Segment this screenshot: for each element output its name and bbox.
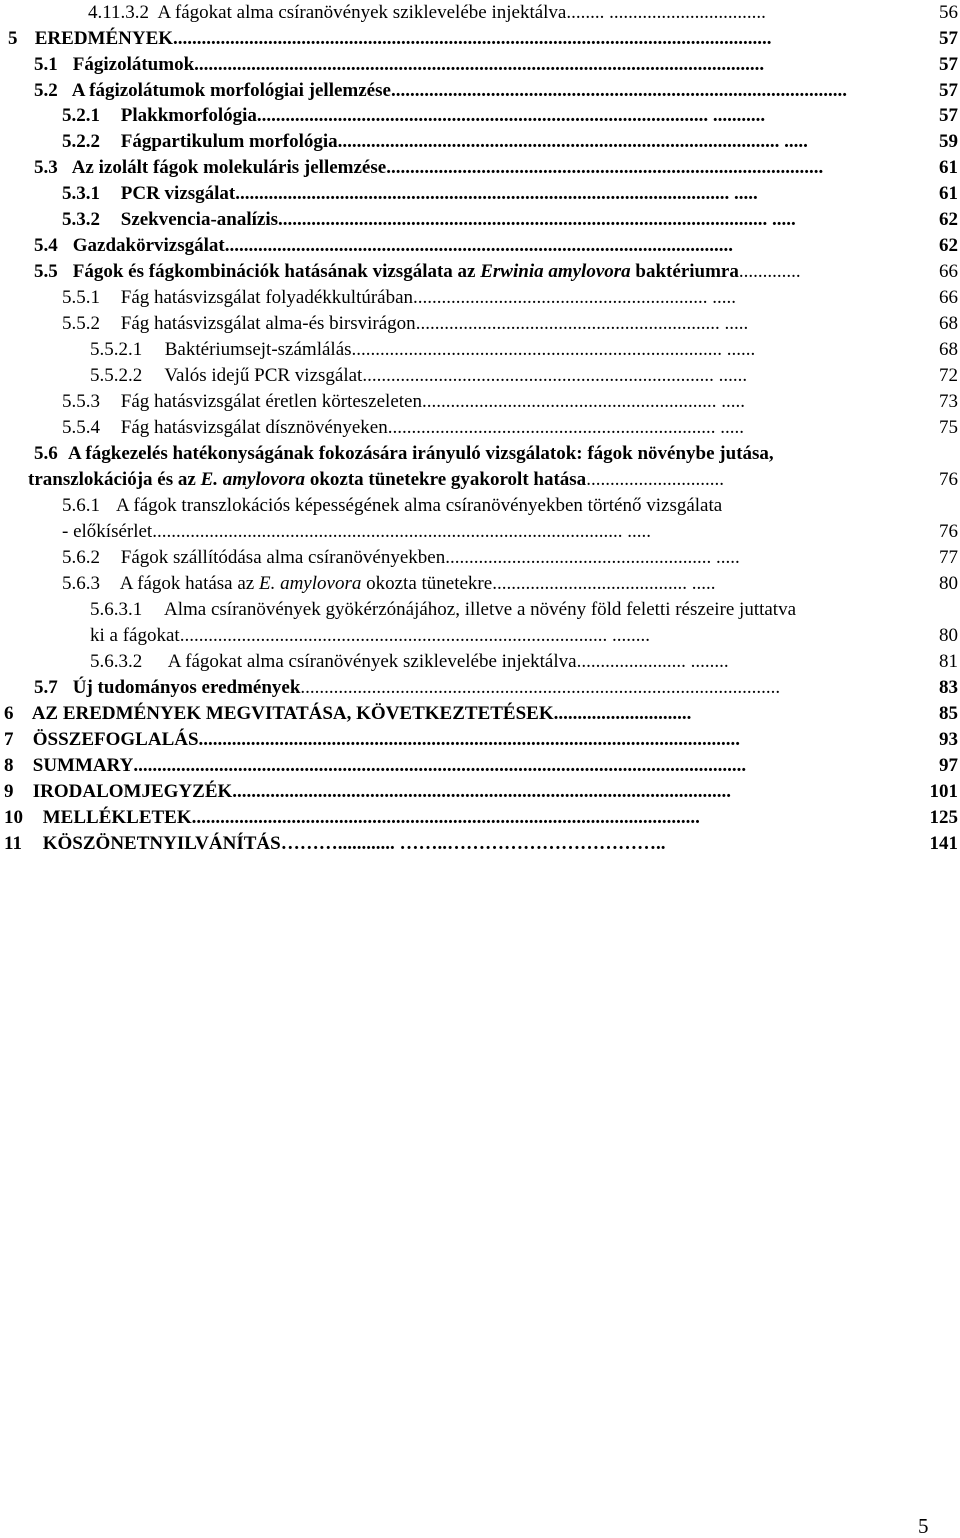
toc-page-number: 66 xyxy=(939,287,958,308)
toc-leader-dots: ......................................... ..... xyxy=(492,573,716,594)
toc-page-number: 141 xyxy=(929,833,958,854)
toc-entry[interactable] xyxy=(62,286,958,310)
toc-page-number: 76 xyxy=(939,521,958,542)
toc-entry-number: 5.4 xyxy=(34,235,58,256)
toc-entry-text xyxy=(62,572,492,596)
toc-entry-number: 5.6.2 xyxy=(62,547,100,568)
toc-page-number: 56 xyxy=(939,2,958,23)
toc-leader-dots: ............................. xyxy=(586,469,724,490)
toc-entry-title: PCR vizsgálat xyxy=(120,183,236,204)
toc-entry[interactable] xyxy=(34,53,958,77)
toc-entry[interactable] xyxy=(34,260,958,284)
toc-entry-line1[interactable] xyxy=(90,598,796,622)
toc-entry[interactable] xyxy=(4,832,958,856)
toc-entry-text xyxy=(62,104,257,128)
toc-leader-dots: .............................................................................................................................. xyxy=(173,28,772,49)
toc-leader-dots: ............................................................................................... ........... xyxy=(256,105,766,126)
toc-page-number: 62 xyxy=(939,209,958,230)
toc-leader-dots: ........................................................................................................ ..... xyxy=(235,183,758,204)
toc-entry-number: 5.3 xyxy=(34,157,58,178)
toc-entry-number: 4.11.3.2 xyxy=(88,2,150,23)
toc-leader-dots: ....................................................................................................... ..... xyxy=(278,209,796,230)
toc-entry[interactable] xyxy=(62,208,958,232)
toc-title-part: transzlokációja és az xyxy=(28,469,201,490)
toc-entry-line1[interactable] xyxy=(62,494,722,518)
toc-entry-text xyxy=(62,390,422,414)
toc-entry-text xyxy=(90,364,362,388)
toc-entry-title: Az izolált fágok molekuláris jellemzése xyxy=(71,157,387,178)
toc-leader-dots: .............................................................. ..... xyxy=(413,287,737,308)
toc-page-number: 66 xyxy=(939,261,958,282)
toc-entry-text xyxy=(4,728,199,752)
toc-entry-text xyxy=(62,546,445,570)
toc-leader-dots: ....................... ........ xyxy=(576,651,729,672)
toc-title-part: okozta tünetekre gyakorolt hatása xyxy=(305,469,587,490)
toc-entry[interactable] xyxy=(62,520,958,544)
toc-page-number: 61 xyxy=(939,183,958,204)
toc-leader-dots: ........ ................................. xyxy=(566,2,766,23)
toc-entry[interactable] xyxy=(62,572,958,596)
toc-title-species: E. amylovora xyxy=(258,573,362,594)
toc-page-number: 61 xyxy=(939,157,958,178)
toc-entry-title: A fágokat alma csíranövények sziklevelébe injektálva xyxy=(167,651,577,672)
toc-entry-title: Fág hatásvizsgálat alma-és birsvirágon xyxy=(120,313,416,334)
toc-page-number: 59 xyxy=(939,131,958,152)
toc-leader-dots: ............................................................................................ xyxy=(386,157,824,178)
toc-entry[interactable] xyxy=(62,130,958,154)
toc-leader-dots: ........................................................................................................... xyxy=(224,235,733,256)
toc-entry-number: 5.2.1 xyxy=(62,105,100,126)
toc-entry-title: A fágkezelés hatékonyságának fokozására irányuló vizsgálatok: fágok növénybe jutása, xyxy=(68,443,774,464)
toc-entry-title: ÖSSZEFOGLALÁS xyxy=(32,729,199,750)
toc-entry-text xyxy=(4,780,232,804)
toc-entry-text xyxy=(62,182,235,206)
toc-entry-number: 5.5 xyxy=(34,261,58,282)
toc-entry-title: AZ EREDMÉNYEK MEGVITATÁSA, KÖVETKEZTETÉSEK xyxy=(31,703,554,724)
toc-leader-dots: .............................................................. ..... xyxy=(421,391,745,412)
toc-entry-text xyxy=(4,832,281,856)
toc-entry-title: Fágok szállítódása alma csíranövényekben xyxy=(120,547,446,568)
toc-leader-dots: .......................................................................... ...... xyxy=(362,365,748,386)
toc-title-species: Erwinia amylovora xyxy=(480,261,631,282)
toc-entry-number: 6 xyxy=(4,703,14,724)
toc-entry-title: Új tudományos eredmények xyxy=(72,677,301,698)
toc-entry-text xyxy=(62,286,413,310)
toc-entry-text xyxy=(34,156,386,180)
toc-entry[interactable] xyxy=(62,104,958,128)
toc-page-number: 73 xyxy=(939,391,958,412)
toc-entry[interactable] xyxy=(8,27,958,51)
toc-entry-text xyxy=(88,1,566,25)
toc-entry-number: 5.5.2.2 xyxy=(90,365,143,386)
toc-entry-text xyxy=(4,702,554,726)
toc-entry[interactable] xyxy=(62,416,958,440)
toc-title-part: Fágok és fágkombinációk hatásának vizsgálata az xyxy=(72,261,481,282)
toc-entry[interactable] xyxy=(28,468,958,492)
toc-entry-number: 5.5.2 xyxy=(62,313,100,334)
toc-page-number: 83 xyxy=(939,677,958,698)
toc-entry-text xyxy=(90,338,352,362)
toc-entry-title: - előkísérlet xyxy=(62,521,153,542)
toc-entry-text xyxy=(8,27,173,51)
toc-leader-dots: ............................. xyxy=(553,703,692,724)
toc-entry-title: A fágizolátumok morfológiai jellemzése xyxy=(71,80,391,101)
toc-entry-number: 5.6.3.1 xyxy=(90,599,143,620)
toc-leader-dots: .......................................................................................... ........ xyxy=(179,625,650,646)
toc-entry[interactable] xyxy=(4,780,958,804)
toc-entry-number: 11 xyxy=(4,833,22,854)
toc-title-part: okozta tünetekre xyxy=(361,573,493,594)
toc-entry-title: A fágok transzlokációs képességének alma csíranövényekben történő vizsgálata xyxy=(116,495,723,516)
toc-page-number: 80 xyxy=(939,625,958,646)
toc-entry[interactable] xyxy=(62,182,958,206)
toc-entry[interactable] xyxy=(90,650,958,674)
toc-entry-title: Valós idejű PCR vizsgálat xyxy=(164,365,363,386)
toc-leader-dots: .................................................................................................................. xyxy=(198,729,741,750)
toc-entry-title: ki a fágokat xyxy=(90,625,180,646)
toc-entry[interactable] xyxy=(4,728,958,752)
toc-entry[interactable] xyxy=(62,312,958,336)
toc-entry-number: 5.5.2.1 xyxy=(90,339,143,360)
toc-entry-text xyxy=(34,676,300,700)
toc-page-number: 80 xyxy=(939,573,958,594)
toc-entry[interactable] xyxy=(90,624,958,648)
toc-page-number: 85 xyxy=(939,703,958,724)
toc-entry-text xyxy=(62,130,338,154)
toc-entry-text xyxy=(4,806,192,830)
toc-leader-dots: ......................................................................................................... xyxy=(232,781,732,802)
toc-entry[interactable] xyxy=(34,156,958,180)
toc-entry-number: 5.7 xyxy=(34,677,58,698)
toc-entry-number: 5.5.3 xyxy=(62,391,100,412)
toc-leader-dots: ............................................................................................. ..... xyxy=(337,131,808,152)
toc-entry-text xyxy=(62,416,388,440)
toc-entry-number: 7 xyxy=(4,729,14,750)
toc-entry[interactable] xyxy=(62,546,958,570)
toc-entry-text xyxy=(90,624,180,648)
toc-leader-dots: ................................................................ ..... xyxy=(415,313,749,334)
toc-entry-text xyxy=(62,312,416,336)
toc-entry-title xyxy=(28,469,586,490)
toc-entry-number: 5 xyxy=(8,28,18,49)
toc-entry[interactable] xyxy=(4,806,958,830)
toc-entry-number: 10 xyxy=(4,807,23,828)
toc-entry[interactable] xyxy=(34,676,958,700)
toc-entry-text xyxy=(34,234,225,258)
toc-entry[interactable] xyxy=(88,1,958,25)
toc-entry[interactable] xyxy=(4,702,958,726)
toc-page-number: 101 xyxy=(929,781,958,802)
toc-entry-line1[interactable] xyxy=(34,442,774,466)
toc-title-species: E. amylovora xyxy=(200,469,306,490)
toc-leader-dots: ..................................................................... ..... xyxy=(387,417,744,438)
toc-leader-dots: ........................................................ ..... xyxy=(445,547,740,568)
toc-page-number: 62 xyxy=(939,235,958,256)
toc-entry[interactable] xyxy=(34,79,958,103)
toc-page-number: 57 xyxy=(939,105,958,126)
toc-entry-number: 9 xyxy=(4,781,14,802)
toc-entry-number: 5.1 xyxy=(34,54,58,75)
toc-leader-dots: .............................................................................. ...... xyxy=(351,339,756,360)
toc-entry-title: Plakkmorfológia xyxy=(120,105,257,126)
toc-entry-title xyxy=(120,573,493,594)
toc-entry[interactable] xyxy=(34,234,958,258)
toc-page-number: 81 xyxy=(939,651,958,672)
toc-entry-title: Fág hatásvizsgálat dísznövényeken xyxy=(120,417,388,438)
toc-entry-number: 8 xyxy=(4,755,14,776)
toc-entry-text xyxy=(28,468,586,492)
toc-entry-number: 5.6 xyxy=(34,443,58,464)
toc-entry-number: 5.5.1 xyxy=(62,287,100,308)
toc-entry-title: Szekvencia-analízis xyxy=(120,209,279,230)
toc-entry-text xyxy=(62,208,278,232)
toc-leader-dots: ..................................................................................................... xyxy=(300,677,781,698)
page-number: 5 xyxy=(918,1514,929,1538)
toc-entry-title: Alma csíranövények gyökérzónájához, illetve a növény föld feletti részeire juttatva xyxy=(164,599,797,620)
toc-page-number: 72 xyxy=(939,365,958,386)
toc-entry-title: IRODALOMJEGYZÉK xyxy=(32,781,233,802)
toc-leader-dots: ................................................................................................ xyxy=(390,80,847,101)
toc-entry-number: 5.5.4 xyxy=(62,417,100,438)
toc-entry-title: Fág hatásvizsgálat éretlen körteszeleten xyxy=(120,391,422,412)
toc-entry-title: Baktériumsejt-számlálás xyxy=(164,339,352,360)
toc-leader-dots: ................................................................................................................................. xyxy=(133,755,747,776)
toc-leader-dots: ........................................................................................................................ xyxy=(194,54,765,75)
toc-entry-title: KÖSZÖNETNYILVÁNÍTÁS xyxy=(42,833,281,854)
toc-entry-number: 5.6.3.2 xyxy=(90,651,143,672)
toc-entry-title: Fágpartikulum morfológia xyxy=(120,131,338,152)
toc-entry[interactable] xyxy=(90,364,958,388)
toc-entry-number: 5.2 xyxy=(34,80,58,101)
toc-entry-title: EREDMÉNYEK xyxy=(34,28,174,49)
toc-page-number: 57 xyxy=(939,54,958,75)
toc-entry-text xyxy=(34,53,194,77)
toc-leader-dots: ………............ ……..…………………………….. xyxy=(280,833,666,854)
toc-entry[interactable] xyxy=(4,754,958,778)
toc-leader-dots: ............. xyxy=(738,261,801,282)
toc-entry-title: Gazdakörvizsgálat xyxy=(72,235,225,256)
toc-entry[interactable] xyxy=(90,338,958,362)
toc-page-number: 97 xyxy=(939,755,958,776)
toc-page-number: 57 xyxy=(939,80,958,101)
toc-leader-dots: ........................................................................................................... xyxy=(191,807,700,828)
toc-page-number: 125 xyxy=(929,807,958,828)
toc-entry-number: 5.6.3 xyxy=(62,573,100,594)
toc-entry-number: 5.3.1 xyxy=(62,183,100,204)
toc-title-part: A fágok hatása az xyxy=(119,573,259,594)
toc-entry-text xyxy=(34,79,391,103)
toc-leader-dots: ................................................................................................... ..... xyxy=(152,521,651,542)
toc-title-part: baktériumra xyxy=(630,261,739,282)
toc-entry-title: Fág hatásvizsgálat folyadékkultúrában xyxy=(120,287,414,308)
toc-entry-title: SUMMARY xyxy=(32,755,134,776)
toc-page-number: 68 xyxy=(939,313,958,334)
toc-page-number: 68 xyxy=(939,339,958,360)
toc-entry-number: 5.6.1 xyxy=(62,495,100,516)
toc-entry-title xyxy=(73,261,739,282)
toc-page-number: 75 xyxy=(939,417,958,438)
toc-entry-text xyxy=(62,520,152,544)
toc-entry-text xyxy=(4,754,133,778)
toc-entry-title: MELLÉKLETEK xyxy=(42,807,192,828)
toc-entry-text xyxy=(34,260,739,284)
toc-page-number: 77 xyxy=(939,547,958,568)
toc-entry[interactable] xyxy=(62,390,958,414)
toc-entry-number: 5.2.2 xyxy=(62,131,100,152)
toc-page-number: 76 xyxy=(939,469,958,490)
toc-page-number: 93 xyxy=(939,729,958,750)
toc-entry-text xyxy=(90,650,577,674)
toc-entry-title: Fágizolátumok xyxy=(72,54,195,75)
toc-entry-number: 5.3.2 xyxy=(62,209,100,230)
toc-page-number: 57 xyxy=(939,28,958,49)
toc-entry-title: A fágokat alma csíranövények sziklevelébe injektálva xyxy=(157,2,567,23)
